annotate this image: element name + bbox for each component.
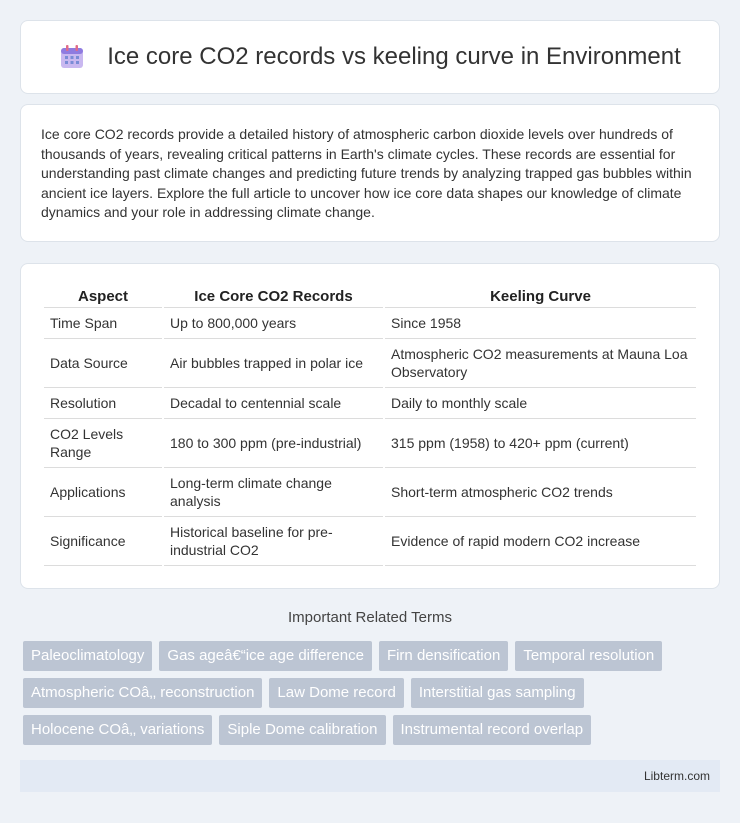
- table-cell: Since 1958: [385, 308, 696, 339]
- table-cell: Air bubbles trapped in polar ice: [164, 339, 383, 388]
- table-cell: 315 ppm (1958) to 420+ ppm (current): [385, 419, 696, 468]
- table-cell: Data Source: [44, 339, 162, 388]
- table-cell: Decadal to centennial scale: [164, 388, 383, 419]
- table-header-row: [44, 284, 696, 308]
- table-cell: Time Span: [44, 308, 162, 339]
- table-cell: Atmospheric CO2 measurements at Mauna Loa Observatory: [385, 339, 696, 388]
- table-cell: Applications: [44, 468, 162, 517]
- comparison-table: [42, 284, 698, 566]
- tag-row: [23, 715, 723, 745]
- related-terms-title: Important Related Terms: [288, 609, 452, 626]
- table-cell: Resolution: [44, 388, 162, 419]
- tag-row: [23, 641, 723, 671]
- table-cell: Significance: [44, 517, 162, 566]
- table-row: [44, 419, 696, 468]
- tag-link[interactable]: Law Dome record: [269, 678, 403, 708]
- footer-brand-link[interactable]: Libterm.com: [643, 769, 710, 783]
- table-cell: Up to 800,000 years: [164, 308, 383, 339]
- tag-link[interactable]: Firn densification: [379, 641, 508, 671]
- table-cell: 180 to 300 ppm (pre-industrial): [164, 419, 383, 468]
- tag-link[interactable]: Instrumental record overlap: [393, 715, 592, 745]
- table-row: [44, 308, 696, 339]
- comparison-table-card: [20, 263, 720, 589]
- table-cell: Long-term climate change analysis: [164, 468, 383, 517]
- table-cell: Daily to monthly scale: [385, 388, 696, 419]
- table-cell: CO2 Levels Range: [44, 419, 162, 468]
- page-title: Ice core CO2 records vs keeling curve in Environment: [107, 43, 681, 70]
- tag-link[interactable]: Interstitial gas sampling: [411, 678, 584, 708]
- tag-link[interactable]: Temporal resolution: [515, 641, 662, 671]
- table-row: [44, 468, 696, 517]
- header-keeling: Keeling Curve: [385, 284, 696, 308]
- tag-link[interactable]: Holocene COâ‚‚ variations: [23, 715, 212, 745]
- header-aspect: Aspect: [44, 284, 162, 308]
- intro-card: [20, 104, 720, 242]
- table-row: [44, 339, 696, 388]
- footer: [20, 760, 720, 792]
- table-cell: Historical baseline for pre-industrial CO2: [164, 517, 383, 566]
- calendar-icon: [59, 44, 85, 70]
- table-cell: Short-term atmospheric CO2 trends: [385, 468, 696, 517]
- related-terms-tags: [23, 641, 723, 752]
- tag-link[interactable]: Siple Dome calibration: [219, 715, 385, 745]
- table-cell: Evidence of rapid modern CO2 increase: [385, 517, 696, 566]
- tag-link[interactable]: Paleoclimatology: [23, 641, 152, 671]
- tag-link[interactable]: Gas ageâ€“ice age difference: [159, 641, 372, 671]
- title-card: [20, 20, 720, 94]
- tag-row: [23, 678, 723, 708]
- intro-text: Ice core CO2 records provide a detailed history of atmospheric carbon dioxide levels over hundreds of thousands of years, revealing critical patterns in Earth's climate cycles. These records are essential for understanding past climate changes and predicting future trends by analyzing trapped gas bubbles within ancient ice layers. Explore the full article to uncover how ice core data shapes our knowledge of climate dynamics and your role in addressing climate change.: [41, 126, 692, 221]
- table-row: [44, 517, 696, 566]
- table-row: [44, 388, 696, 419]
- tag-link[interactable]: Atmospheric COâ‚‚ reconstruction: [23, 678, 262, 708]
- header-ice-core: Ice Core CO2 Records: [164, 284, 383, 308]
